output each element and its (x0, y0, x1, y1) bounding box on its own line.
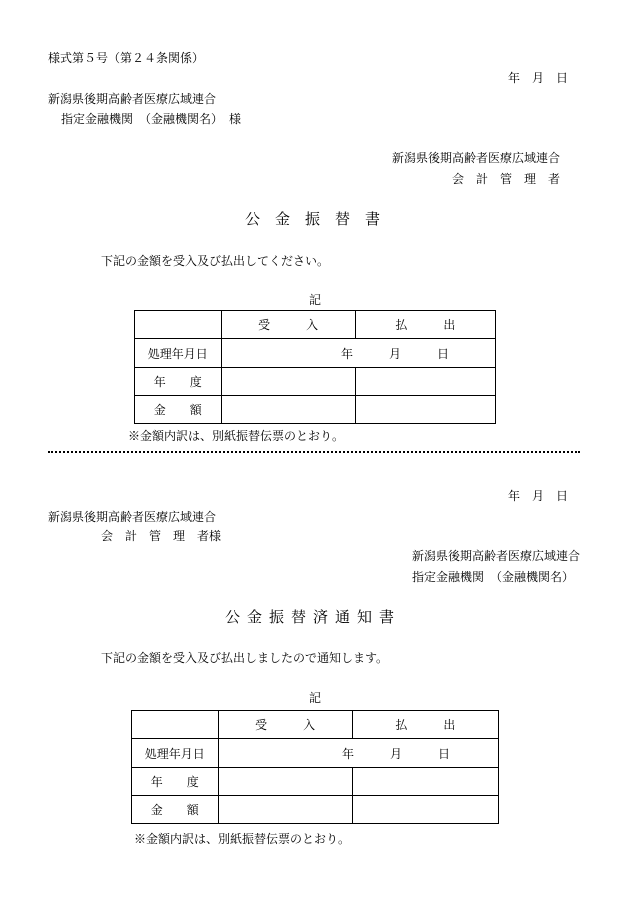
cut-line-separator (48, 451, 580, 453)
row-date-value: 年 月 日 (221, 339, 495, 368)
note-1: ※金額内訳は、別紙振替伝票のとおり。 (128, 429, 345, 443)
cell-amount-out (355, 396, 495, 424)
table-header-blank (132, 711, 219, 739)
cell-amount-in (218, 796, 352, 824)
cell-year-out (352, 768, 498, 796)
transfer-table-1 (134, 310, 496, 424)
row-label-date: 処理年月日 (135, 339, 222, 368)
sender-role-1: 会 計 管 理 者 (451, 172, 560, 186)
sender-org-1: 新潟県後期高齢者医療広域連合 (391, 151, 560, 165)
row-label-amount: 金 額 (135, 396, 222, 424)
sender-role-2: 指定金融機関 （金融機関名） (411, 570, 574, 584)
col-header-in: 受 入 (218, 711, 352, 739)
form-label: 様式第５号（第２４条関係） (48, 51, 205, 65)
cell-year-in (221, 368, 355, 396)
cell-amount-out (352, 796, 498, 824)
row-label-year: 年 度 (132, 768, 219, 796)
row-date-value: 年 月 日 (218, 739, 498, 768)
date-line-1: 年 月 日 (507, 71, 568, 85)
body-text-1: 下記の金額を受入及び払出してください。 (101, 254, 330, 268)
col-header-out: 払 出 (352, 711, 498, 739)
ki-label-1: 記 (309, 293, 322, 307)
addressee-person-2: 会 計 管 理 者様 (101, 529, 222, 543)
cell-year-in (218, 768, 352, 796)
document-title-2: 公金振替済通知書 (225, 608, 402, 626)
body-text-2: 下記の金額を受入及び払出しましたので通知します。 (101, 651, 389, 665)
cell-year-out (355, 368, 495, 396)
col-header-out: 払 出 (355, 311, 495, 339)
transfer-table-2 (131, 710, 499, 824)
table-header-blank (135, 311, 222, 339)
row-label-date: 処理年月日 (132, 739, 219, 768)
col-header-in: 受 入 (221, 311, 355, 339)
document-title-1: 公 金 振 替 書 (245, 210, 381, 228)
addressee-org-2: 新潟県後期高齢者医療広域連合 (48, 510, 217, 524)
ki-label-2: 記 (309, 691, 322, 705)
date-line-2: 年 月 日 (507, 489, 568, 503)
addressee-person-1: 指定金融機関 （金融機関名） 様 (61, 112, 242, 126)
note-2: ※金額内訳は、別紙振替伝票のとおり。 (134, 832, 351, 846)
row-label-year: 年 度 (135, 368, 222, 396)
row-label-amount: 金 額 (132, 796, 219, 824)
addressee-org-1: 新潟県後期高齢者医療広域連合 (48, 92, 217, 106)
cell-amount-in (221, 396, 355, 424)
sender-org-2: 新潟県後期高齢者医療広域連合 (411, 549, 580, 563)
